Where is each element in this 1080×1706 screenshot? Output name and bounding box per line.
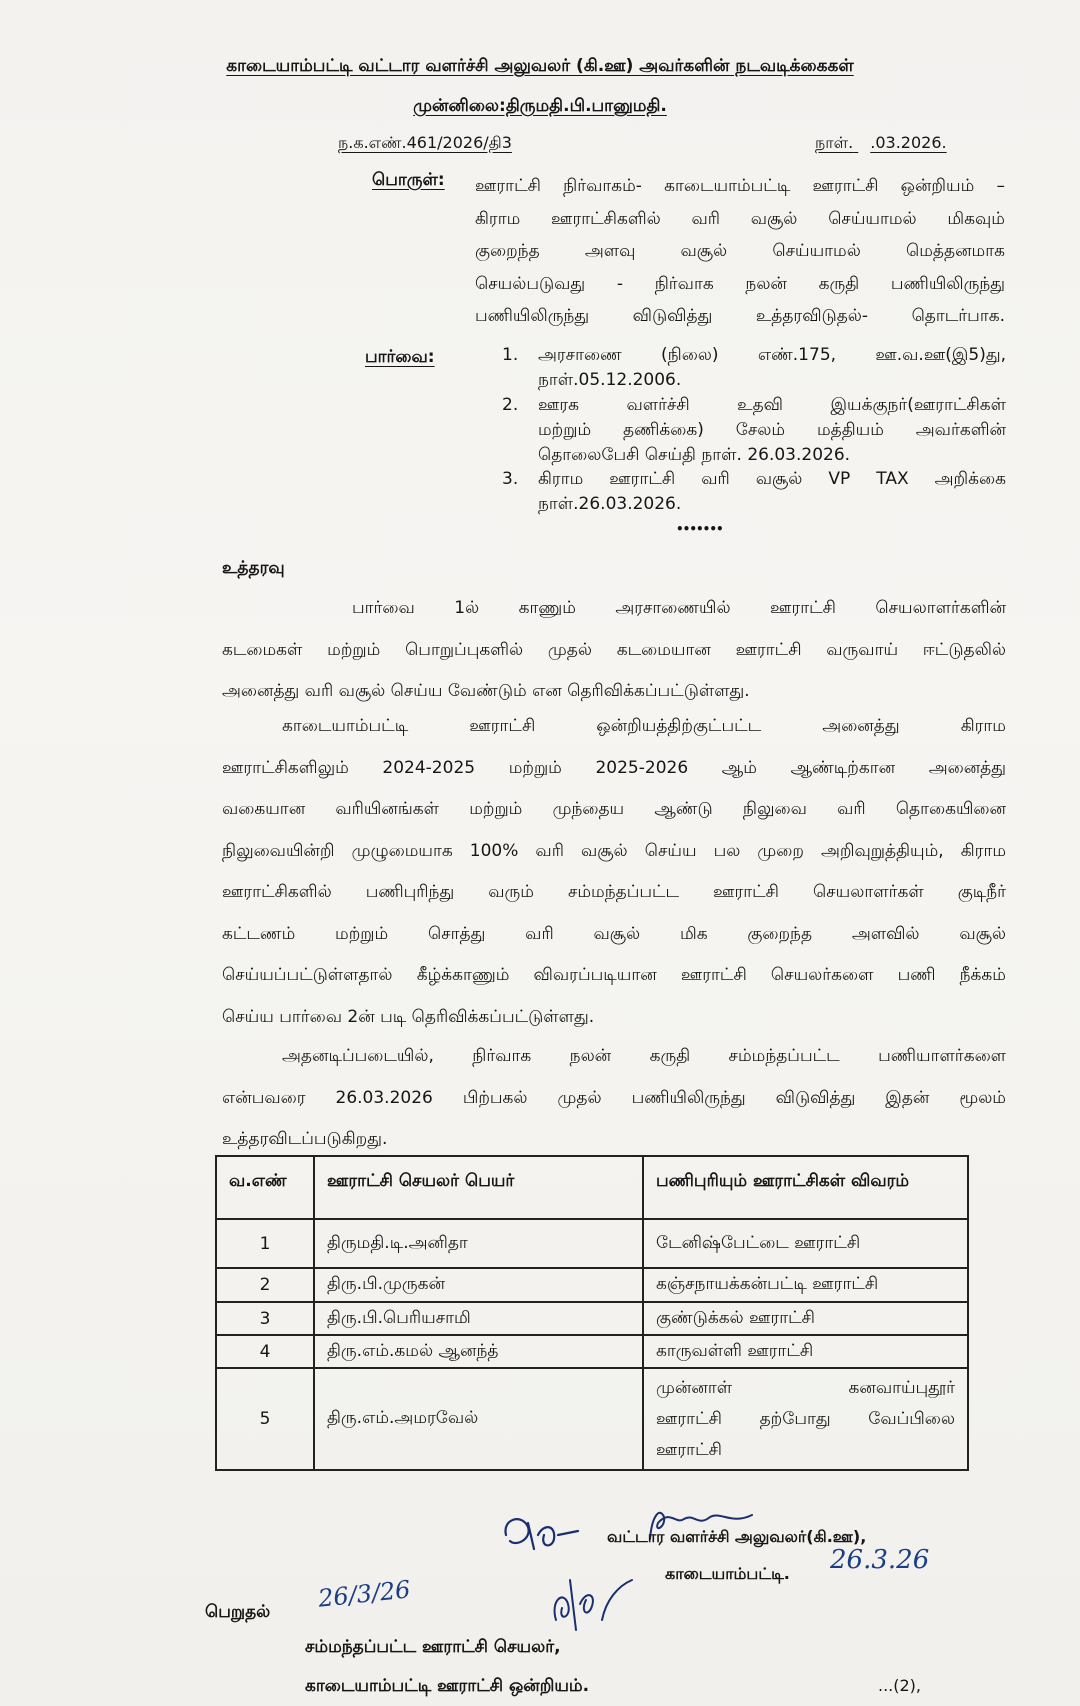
reference-line: நாள்.26.03.2026.	[538, 494, 682, 514]
reference-line: நாள்.05.12.2006.	[538, 370, 682, 390]
paragraph-line: நிலுவையின்றி முழுமையாக 100% வரி வசூல் செய்ய பல முறை அறிவுறுத்தியும், கிராம	[222, 840, 1006, 861]
date-value: .03.2026.	[870, 133, 947, 152]
reference-number-2: 2.	[502, 395, 519, 415]
cell-serial: 5	[216, 1368, 314, 1470]
reference-item-3	[538, 467, 1006, 517]
paragraph-line: செய்ய பார்வை 2ன் படி தெரிவிக்கப்பட்டுள்ளது.	[222, 1006, 595, 1027]
table-row	[216, 1219, 968, 1268]
order-heading: உத்தரவு	[222, 558, 285, 578]
received-handwritten-note: 26/3/26	[316, 1575, 412, 1613]
paragraph-line: ஊராட்சிகளில் பணிபுரிந்து வரும் சம்மந்தப்பட்ட ஊராட்சி செயலாளர்கள் குடிநீர்	[222, 882, 1006, 902]
column-header-name: ஊராட்சி செயலர் பெயர்	[314, 1156, 643, 1219]
cell-serial: 1	[216, 1219, 314, 1268]
reference-item-2	[538, 393, 1006, 468]
reference-number-1: 1.	[502, 345, 519, 365]
reference-number: ந.க.எண்.461/2026/தி3	[338, 133, 512, 152]
subject-text	[475, 170, 1005, 333]
section-separator: •••••••	[676, 522, 723, 536]
cell-name: திருமதி.டி.அனிதா	[314, 1219, 643, 1268]
signatory-place: காடையாம்பட்டி.	[665, 1564, 790, 1583]
initials-signature	[498, 1505, 588, 1561]
subject-line: ஊராட்சி நிர்வாகம்- காடையாம்பட்டி ஊராட்சி ஒன்றியம் –	[475, 176, 1005, 196]
document-title: காடையாம்பட்டி வட்டார வளர்ச்சி அலுவலர் (கி.ஊ) அவர்களின் நடவடிக்கைகள்	[226, 56, 854, 76]
signatory-designation: வட்டார வளர்ச்சி அலுவலர்(கி.ஊ),	[607, 1527, 867, 1546]
order-paragraph-2	[222, 706, 1006, 1038]
cell-name: திரு.பி.பெரியசாமி	[314, 1302, 643, 1335]
recipient-line-2: காடையாம்பட்டி ஊராட்சி ஒன்றியம்.	[305, 1676, 590, 1696]
date-line	[815, 133, 947, 154]
cell-panchayat: டேனிஷ்பேட்டை ஊராட்சி	[643, 1219, 968, 1268]
paragraph-line: உத்தரவிடப்படுகிறது.	[222, 1129, 388, 1149]
recipient-line-1: சம்மந்தப்பட்ட ஊராட்சி செயலர்,	[305, 1637, 561, 1657]
order-paragraph-3	[222, 1036, 1006, 1161]
paragraph-line: கட்டணம் மற்றும் சொத்து வரி வசூல் மிக குறைந்த அளவில் வசூல்	[222, 923, 1006, 944]
paragraph-line: பார்வை 1ல் காணும் அரசாணையில் ஊராட்சி செயலாளர்களின்	[352, 598, 1006, 618]
reference-line: மற்றும் தணிக்கை) சேலம் மத்தியம் அவர்களின்	[538, 420, 1006, 440]
handwritten-signature-date: 26.3.26	[830, 1545, 930, 1575]
paragraph-line: காடையாம்பட்டி ஊராட்சி ஒன்றியத்திற்குட்பட்ட அனைத்து கிராம	[282, 716, 1006, 736]
cell-serial: 3	[216, 1302, 314, 1335]
table-row	[216, 1268, 968, 1302]
reference-number-3: 3.	[502, 469, 519, 489]
secretaries-table	[215, 1155, 969, 1471]
reference-line: அரசாணை (நிலை) எண்.175, ஊ.வ.ஊ(இ5)து,	[538, 345, 1006, 365]
cell-panchayat: குண்டுக்கல் ஊராட்சி	[643, 1302, 968, 1335]
reference-line: தொலைபேசி செய்தி நாள். 26.03.2026.	[538, 445, 851, 465]
panchayat-line: முன்னாள் கனவாய்புதூர்	[656, 1377, 955, 1398]
cell-name: திரு.எம்.அமரவேல்	[314, 1368, 643, 1470]
reference-line: கிராம ஊராட்சி வரி வசூல் VP TAX அறிக்கை	[538, 469, 1006, 489]
presence-line: முன்னிலை:திருமதி.பி.பானுமதி.	[413, 96, 667, 116]
subject-line: கிராம ஊராட்சிகளில் வரி வசூல் செய்யாமல் மிகவும்	[475, 208, 1005, 229]
paragraph-line: அதனடிப்படையில், நிர்வாக நலன் கருதி சம்மந்தப்பட்ட பணியாளர்களை	[282, 1046, 1006, 1066]
recipients-label: பெறுதல்	[205, 1602, 271, 1622]
page-continuation-marker: ...(2),	[878, 1676, 922, 1695]
column-header-serial: வ.எண்	[216, 1156, 314, 1219]
cell-name: திரு.பி.முருகன்	[314, 1268, 643, 1302]
second-signature	[546, 1560, 642, 1640]
panchayat-line: ஊராட்சி	[656, 1439, 722, 1460]
cell-panchayat: கஞ்சநாயக்கன்பட்டி ஊராட்சி	[643, 1268, 968, 1302]
panchayat-line: ஊராட்சி தற்போது வேப்பிலை	[656, 1408, 955, 1429]
table-row	[216, 1302, 968, 1335]
paragraph-line: ஊராட்சிகளிலும் 2024-2025 மற்றும் 2025-2026 ஆம் ஆண்டிற்கான அனைத்து	[222, 757, 1006, 778]
subject-line: செயல்படுவது - நிர்வாக நலன் கருதி பணியிலிருந்து	[475, 273, 1005, 294]
paragraph-line: செய்யப்பட்டுள்ளதால் கீழ்க்காணும் விவரப்படியான ஊராட்சி செயலர்களை பணி நீக்கம்	[222, 965, 1006, 985]
date-label: நாள்.	[815, 133, 854, 152]
table-row	[216, 1335, 968, 1368]
paragraph-line: கடமைகள் மற்றும் பொறுப்புகளில் முதல் கடமையான ஊராட்சி வருவாய் ஈட்டுதலில்	[222, 639, 1006, 660]
table-row	[216, 1368, 968, 1470]
column-header-panchayat: பணிபுரியும் ஊராட்சிகள் விவரம்	[643, 1156, 968, 1219]
paragraph-line: என்பவரை 26.03.2026 பிற்பகல் முதல் பணியிலிருந்து விடுவித்து இதன் மூலம்	[222, 1087, 1006, 1108]
cell-name: திரு.எம்.கமல் ஆனந்த்	[314, 1335, 643, 1368]
paragraph-line: வகையான வரியினங்கள் மற்றும் முந்தைய ஆண்டு நிலுவை வரி தொகையினை	[222, 799, 1006, 819]
subject-label: பொருள்:	[372, 170, 445, 190]
cell-panchayat: காருவள்ளி ஊராட்சி	[643, 1335, 968, 1368]
order-paragraph-1	[222, 588, 1006, 713]
table-header-row	[216, 1156, 968, 1219]
cell-serial: 2	[216, 1268, 314, 1302]
subject-line: பணியிலிருந்து விடுவித்து உத்தரவிடுதல்- தொடர்பாக.	[475, 306, 1005, 326]
cell-serial: 4	[216, 1335, 314, 1368]
reference-item-1	[538, 343, 1006, 393]
paragraph-line: அனைத்து வரி வசூல் செய்ய வேண்டும் என தெரிவிக்கப்பட்டுள்ளது.	[222, 681, 750, 701]
subject-line: குறைந்த அளவு வசூல் செய்யாமல் மெத்தனமாக	[475, 241, 1005, 261]
cell-panchayat	[643, 1368, 968, 1470]
reference-line: ஊரக வளர்ச்சி உதவி இயக்குநர்(ஊராட்சிகள்	[538, 395, 1006, 415]
reference-label: பார்வை:	[365, 347, 435, 367]
